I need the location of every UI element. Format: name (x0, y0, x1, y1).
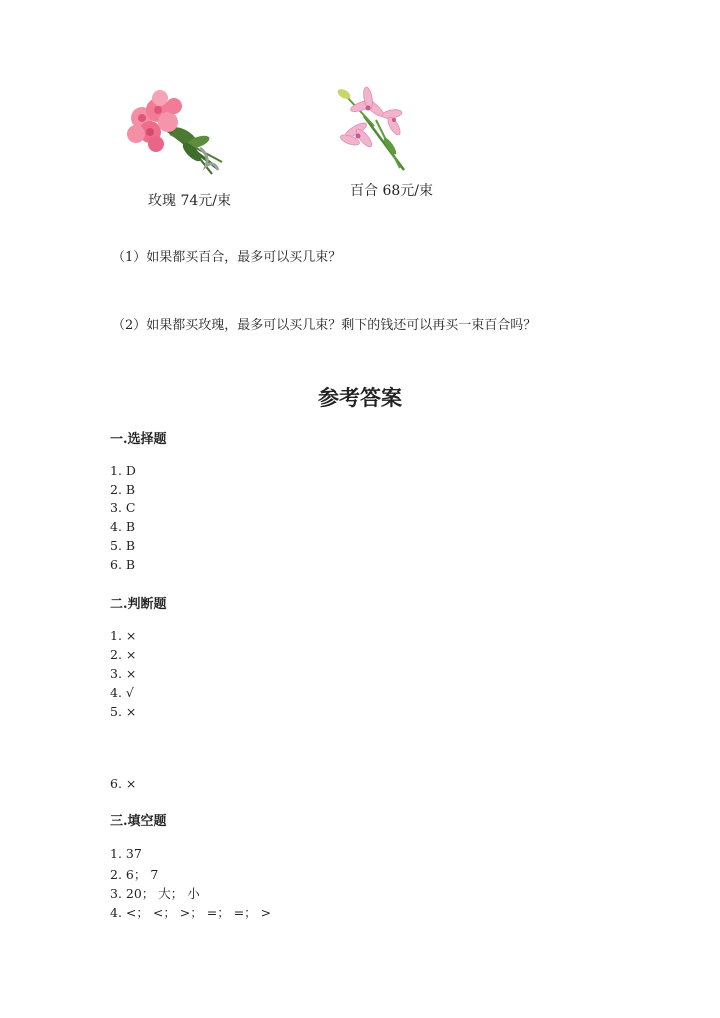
answer-item: 1. × (110, 628, 137, 643)
question-1: （1）如果都买百合，最多可以买几束？ (112, 250, 342, 265)
answer-item: 4. √ (110, 685, 134, 700)
answer-item: 6. B (110, 557, 136, 572)
section-heading-judgement: 二.判断题 (110, 597, 167, 612)
answer-item: 5. B (110, 538, 136, 553)
answers-title: 参考答案 (318, 385, 402, 410)
answer-item: 1. D (110, 463, 136, 478)
answer-item: 6. × (110, 776, 137, 791)
answer-item: 3. C (110, 500, 136, 515)
question-2: （2）如果都买玫瑰，最多可以买几束？剩下的钱还可以再买一束百合吗？ (112, 318, 537, 333)
answer-item: 1. 37 (110, 846, 142, 861)
lily-bouquet-icon (334, 86, 414, 174)
rose-bouquet-icon (122, 90, 232, 182)
answer-item: 3. 20； 大； 小 (110, 886, 200, 901)
answer-item: 5. × (110, 704, 137, 719)
rose-price-caption: 玫瑰 74元/束 (148, 193, 231, 209)
answer-item: 4. <； <； >； =； =； > (110, 905, 272, 920)
answer-item: 2. × (110, 647, 137, 662)
answer-item: 2. 6； 7 (110, 867, 159, 882)
section-heading-fill-blank: 三.填空题 (110, 814, 167, 829)
answer-item: 2. B (110, 482, 136, 497)
answer-item: 4. B (110, 519, 136, 534)
lily-price-caption: 百合 68元/束 (350, 183, 433, 199)
answer-item: 3. × (110, 666, 137, 681)
section-heading-choice: 一.选择题 (110, 432, 167, 447)
